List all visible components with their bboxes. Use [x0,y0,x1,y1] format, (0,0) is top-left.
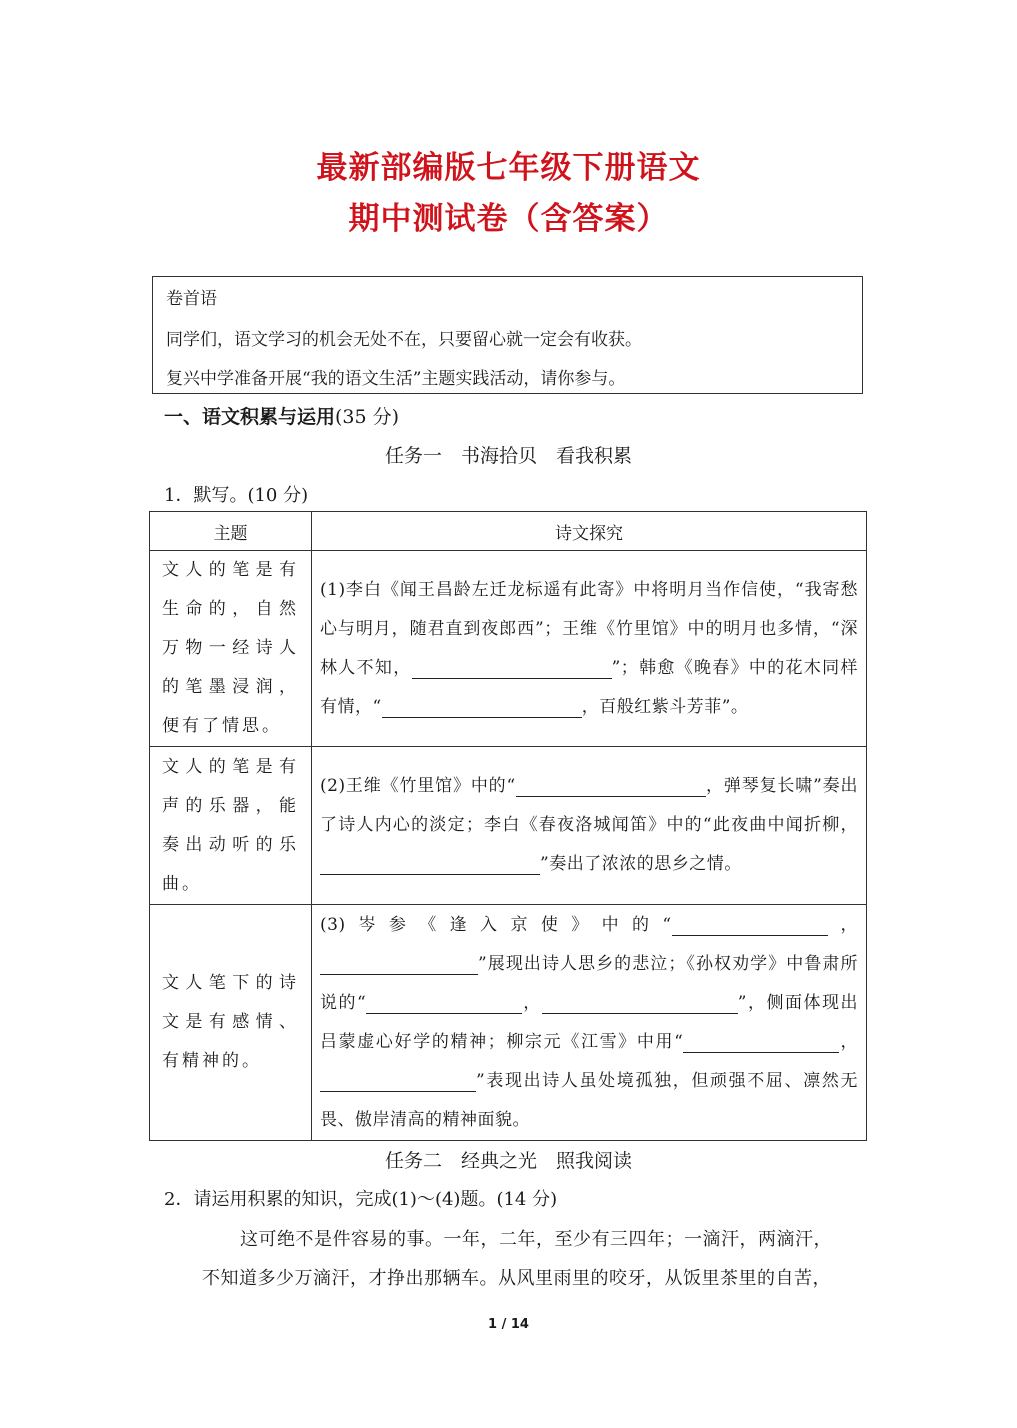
row-2-text-b: ，弹琴复长啸”奏出了诗人内心的淡定；李白《春夜洛城闻笛》中的“此夜曲中闻折柳， [320,776,858,835]
task-1-heading: 任务一 书海拾贝 看我积累 [384,445,632,467]
answer-blank[interactable] [516,772,706,797]
answer-blank[interactable] [412,654,612,679]
row-2-text-a: (2)王维《竹里馆》中的“ [320,776,516,796]
table-row [150,551,867,747]
row-2-content [312,747,867,905]
answer-blank[interactable] [320,950,478,975]
answer-blank[interactable] [672,911,828,936]
row-1-content [312,551,867,747]
row-3-text-a: (3)岑参《逢入京使》中的“ [320,914,672,935]
row-3-text-g: ”表现出诗人虽处境孤独，但顽强不屈、凛然无畏、傲岸清高的精神面貌。 [320,1070,858,1130]
row-3-text-e: ”，侧面体现出吕蒙虚心好学的精神；柳宗元《江雪》中用“ [320,992,858,1052]
section-1-heading [164,402,399,429]
row-1-text-a: (1)李白《闻王昌龄左迁龙标遥有此寄》中将明月当作信使，“我寄愁心与明月，随君直到夜郎西”；王维《竹里馆》中的明月也多情，“深林人不知， [320,579,858,678]
table-header-row [150,512,867,551]
row-1-text-c: ，百般红紫斗芳菲”。 [581,696,749,717]
intro-heading: 卷首语 [166,289,217,309]
answer-blank[interactable] [320,850,540,875]
row-3-content [312,905,867,1141]
intro-line-2: 复兴中学准备开展“我的语文生活”主题实践活动，请你参与。 [166,369,626,389]
task-2-heading: 任务二 经典之光 照我阅读 [384,1150,632,1172]
answer-blank[interactable] [683,1028,839,1053]
document-title-line-1: 最新部编版七年级下册语文 [316,150,701,186]
document-title-line-2: 期中测试卷（含答案） [348,201,669,237]
row-3-text-b: ， [827,914,859,935]
answer-blank[interactable] [382,693,582,718]
answer-blank[interactable] [542,989,738,1014]
row-1-text-b: ”；韩愈《晚春》中的花木同样有情，“ [320,657,858,717]
answer-blank[interactable] [366,989,522,1014]
row-2-text-c: ”奏出了浓浓的思乡之情。 [540,854,742,874]
table-row [150,905,867,1141]
row-3-text-d: ， [522,992,542,1013]
table-row [150,747,867,905]
row-3-text-c: ”展现出诗人思乡的悲泣；《孙权劝学》中鲁肃所说的“ [320,953,858,1013]
dictation-table [149,511,867,1141]
question-2: 2．请运用积累的知识，完成(1)～(4)题。(14 分) [164,1189,558,1210]
row-2-theme: 文人的笔是有声的乐器，能奏出动听的乐曲。 [150,747,312,905]
passage-line-1: 这可绝不是件容易的事。一年，二年，至少有三四年；一滴汗，两滴汗， [240,1229,832,1250]
row-1-theme: 文人的笔是有生命的，自然万物一经诗人的笔墨浸润，便有了情思。 [150,551,312,747]
row-3-text-f: ， [839,1031,858,1052]
header-content: 诗文探究 [312,512,867,551]
section-1-score: (35 分) [335,406,400,428]
row-3-theme: 文人笔下的诗文是有感情、有精神的。 [150,905,312,1141]
intro-box [152,276,863,394]
question-1: 1．默写。(10 分) [164,485,309,506]
passage-line-2: 不知道多少万滴汗，才挣出那辆车。从风里雨里的咬牙，从饭里茶里的自苦， [202,1268,831,1289]
page-number: 1 / 14 [488,1317,529,1332]
intro-line-1: 同学们，语文学习的机会无处不在，只要留心就一定会有收获。 [166,330,642,350]
section-1-label: 一、语文积累与运用 [164,406,336,428]
header-theme: 主题 [150,512,312,551]
answer-blank[interactable] [320,1067,476,1092]
